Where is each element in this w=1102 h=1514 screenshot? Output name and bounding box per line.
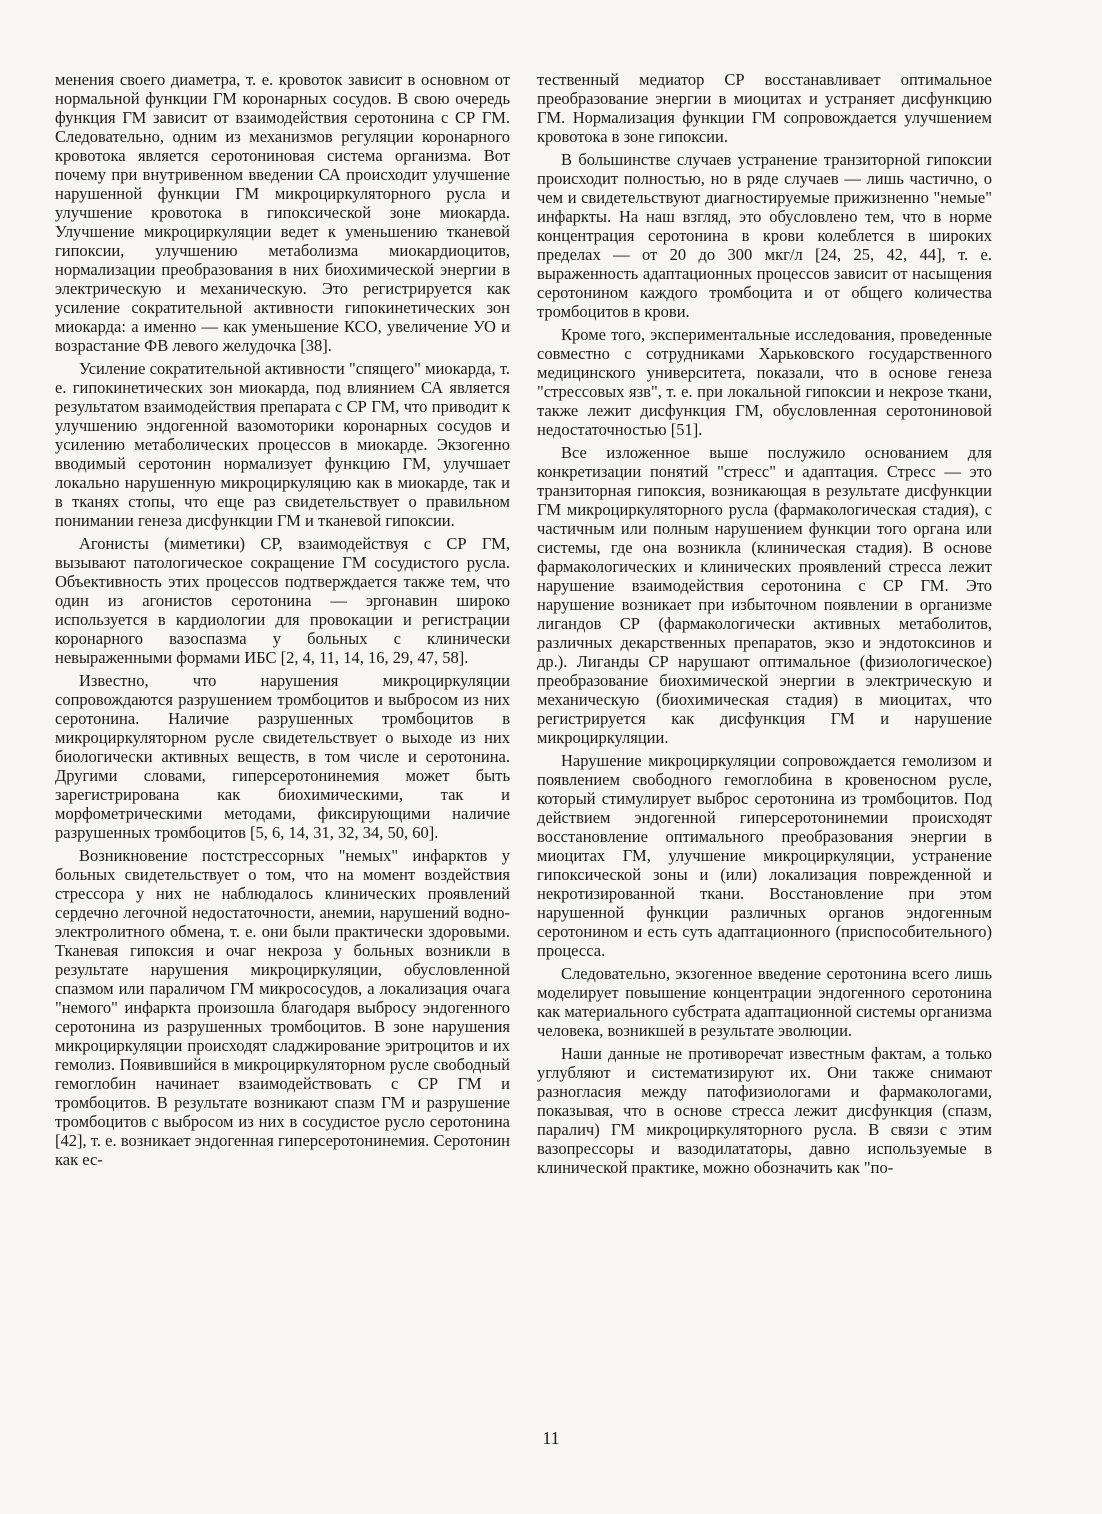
paragraph: Все изложенное выше послужило основанием для конкретизации понятий "стресс" и адаптация. Стресс — это транзиторная гипоксия, возникающая в результате дисфункции ГМ микроциркуляторного русла (фармакологическая стадия), с частичным или полным нарушением функции того органа или системы, где она возникла (клиническая стадия). В основе фармакологических и клинических проявлений стресса лежит нарушение взаимодействия серотонина с СР ГМ. Это нарушение возникает при избыточном появлении в организме лигандов СР (фармакологически активных метаболитов, различных декарственных препаратов, экзо и эндотоксинов и др.). Лиганды СР нарушают оптимальное (физиологическое) преобразование биохимической энергии в электрическую и механическую (биохимическая стадия) в миоцитах, что регистрируется как дисфункция ГМ и нарушение микроциркуляции. xyxy=(537,443,992,747)
right-column xyxy=(537,70,992,1181)
paragraph: Усиление сократительной активности "спящего" миокарда, т. е. гипокинетических зон миокарда, под влиянием СА является результатом взаимодействия препарата с СР ГМ, что приводит к улучшению эндогенной вазомоторики коронарных сосудов и усилению метаболических процессов в миокарде. Экзогенно вводимый серотонин нормализует функцию ГМ, улучшает локально нарушенную микроциркуляцию как в миокарде, так и в тканях стопы, что еще раз свидетельствует о правильном понимании генеза дисфункции ГМ и тканевой гипоксии. xyxy=(55,359,510,530)
paragraph: В большинстве случаев устранение транзиторной гипоксии происходит полностью, но в ряде случаев — лишь частично, о чем и свидетельствуют диагностируемые прижизненно "немые" инфаркты. На наш взгляд, это обусловлено тем, что в норме концентрация серотонина в крови колеблется в широких пределах — от 20 до 300 мкг/л [24, 25, 42, 44], т. е. выраженность адаптационных процессов зависит от насыщения серотонином каждого тромбоцита и от общего количества тромбоцитов в крови. xyxy=(537,150,992,321)
paragraph: тественный медиатор СР восстанавливает оптимальное преобразование энергии в миоцитах и устраняет дисфункцию ГМ. Нормализация функции ГМ сопровождается улучшением кровотока в зоне гипоксии. xyxy=(537,70,992,146)
paragraph: Агонисты (миметики) СР, взаимодействуя с СР ГМ, вызывают патологическое сокращение ГМ сосудистого русла. Объективность этих процессов подтверждается также тем, что один из агонистов серотонина — эргонавин широко используется в кардиологии для провокации и регистрации коронарного вазоспазма у больных с клинически невыраженными формами ИБС [2, 4, 11, 14, 16, 29, 47, 58]. xyxy=(55,534,510,667)
paragraph: Наши данные не противоречат известным фактам, а только углубляют и систематизируют их. Они также снимают разногласия между патофизиологами и фармакологами, показывая, что в основе стресса лежит дисфункция (спазм, паралич) ГМ микроциркуляторного русла. В связи с этим вазопрессоры и вазодилататоры, давно используемые в клинической практике, можно обозначить как "по- xyxy=(537,1044,992,1177)
paragraph: Следовательно, экзогенное введение серотонина всего лишь моделирует повышение концентрации эндогенного серотонина как материального субстрата адаптационной системы организма человека, возникшей в результате эволюции. xyxy=(537,964,992,1040)
paragraph: Известно, что нарушения микроциркуляции сопровождаются разрушением тромбоцитов и выбросом из них серотонина. Наличие разрушенных тромбоцитов в микроциркуляторном русле свидетельствует о выходе из них биологически активных веществ, в том числе и серотонина. Другими словами, гиперсеротонинемия может быть зарегистрирована как биохимическими, так и морфометрическими методами, фиксирующими наличие разрушенных тромбоцитов [5, 6, 14, 31, 32, 34, 50, 60]. xyxy=(55,671,510,842)
page-number: 11 xyxy=(542,1428,560,1448)
paragraph: Нарушение микроциркуляции сопровождается гемолизом и появлением свободного гемоглобина в кровеносном русле, который стимулирует выброс серотонина из тромбоцитов. Под действием эндогенной гиперсеротонинемии происходят восстановление оптимального преобразования энергии в миоцитах ГМ, улучшение микроциркуляции, устранение гипоксической зоны и (или) локализация поврежденной и некротизированной ткани. Восстановление при этом нарушенной функции различных органов эндогенным серотонином и есть суть адаптационного (приспособительного) процесса. xyxy=(537,751,992,960)
paragraph: менения своего диаметра, т. е. кровоток зависит в основном от нормальной функции ГМ коронарных сосудов. В свою очередь функция ГМ зависит от взаимодействия серотонина с СР ГМ. Следовательно, одним из механизмов регуляции коронарного кровотока является серотониновая система организма. Вот почему при внутривенном введении СА происходит улучшение нарушенной функции ГМ микроциркуляторного русла и улучшение кровотока в гипоксической зоне миокарда. Улучшение микроциркуляции ведет к уменьшению тканевой гипоксии, улучшению метаболизма миокардиоцитов, нормализации преобразования в них биохимической энергии в электрическую и механическую. Это регистрируется как усиление сократительной активности гипокинетических зон миокарда: а именно — как уменьшение КСО, увеличение УО и возрастание ФВ левого желудочка [38]. xyxy=(55,70,510,355)
left-column xyxy=(55,70,510,1173)
paragraph: Кроме того, экспериментальные исследования, проведенные совместно с сотрудниками Харьковского государственного медицинского университета, показали, что в основе генеза "стрессовых язв", т. е. при локальной гипоксии и некрозе ткани, также лежит дисфункция ГМ, обусловленная серотониновой недостаточностью [51]. xyxy=(537,325,992,439)
paragraph: Возникновение постстрессорных "немых" инфарктов у больных свидетельствует о том, что на момент воздействия стрессора у них не наблюдалось клинических проявлений сердечно легочной недостаточности, анемии, нарушений водно-электролитного обмена, т. е. они были практически здоровыми. Тканевая гипоксия и очаг некроза у больных возникли в результате нарушения микроциркуляции, обусловленной спазмом или параличом ГМ микрососудов, а локализация очага "немого" инфаркта произошла благодаря выбросу эндогенного серотонина из разрушенных тромбоцитов. В зоне нарушения микроциркуляции происходят сладжирование эритроцитов и их гемолиз. Появившийся в микроциркуляторном русле свободный гемоглобин начинает взаимодействовать с СР ГМ и тромбоцитов. В результате возникают спазм ГМ и разрушение тромбоцитов с выбросом из них в сосудистое русло серотонина [42], т. е. возникает эндогенная гиперсеротонинемия. Серотонин как ес- xyxy=(55,846,510,1169)
